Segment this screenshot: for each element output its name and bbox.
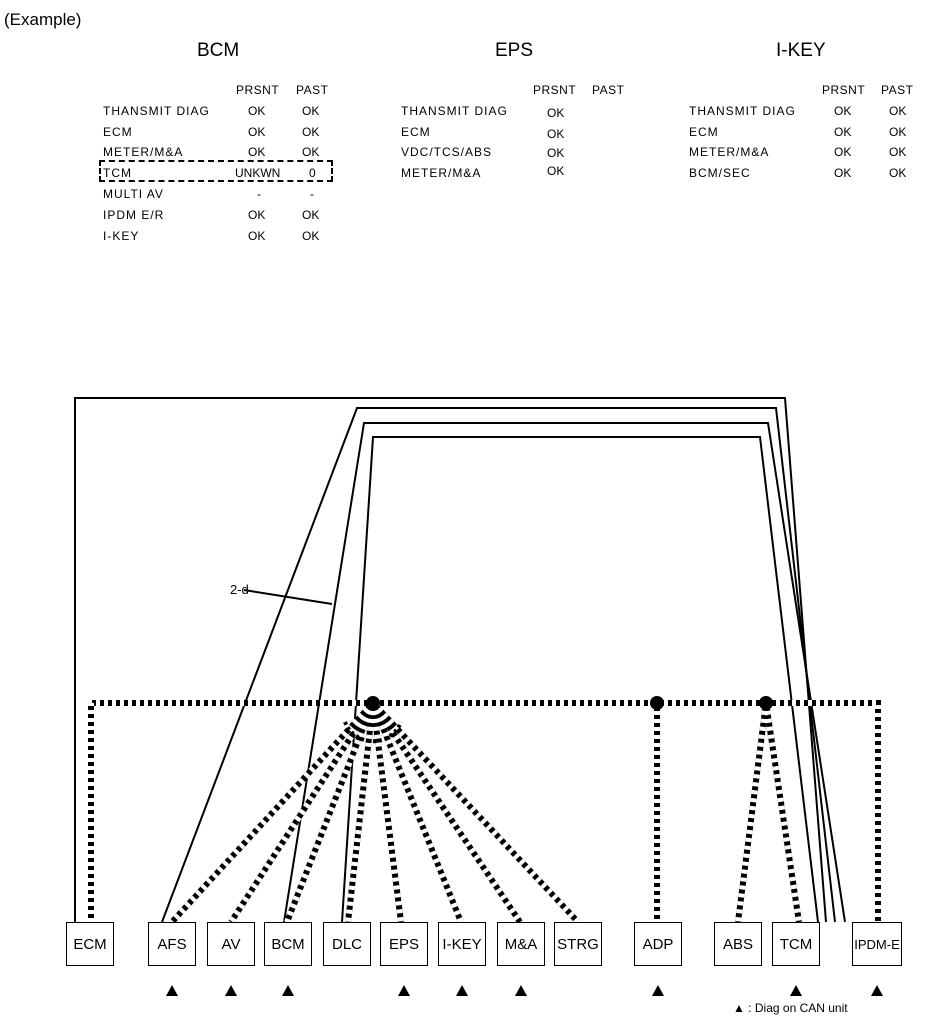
ikey-row-past: OK <box>889 166 907 180</box>
diag-on-can-marker-ma <box>515 985 527 996</box>
unit-ipdm-e: IPDM-E <box>852 922 902 966</box>
eps-row-label: VDC/TCS/ABS <box>401 145 493 159</box>
diag-on-can-marker-av <box>225 985 237 996</box>
ikey-row-past: OK <box>889 104 907 118</box>
eps-panel-title: EPS <box>495 40 534 61</box>
bcm-row-label: THANSMIT DIAG <box>103 104 210 118</box>
bcm-row-label: METER/M&A <box>103 145 184 159</box>
bcm-row-label: MULTI AV <box>103 187 164 201</box>
bcm-row-past: OK <box>302 208 320 222</box>
ikey-row-label: THANSMIT DIAG <box>689 104 796 118</box>
eps-row-present: OK <box>547 127 565 141</box>
eps-row-label: ECM <box>401 125 431 139</box>
bcm-row-past: - <box>310 187 314 201</box>
unit-strg: STRG <box>554 922 602 966</box>
unit-adp: ADP <box>634 922 682 966</box>
bcm-row-past: OK <box>302 229 320 243</box>
unit-bcm: BCM <box>264 922 312 966</box>
ikey-row-present: OK <box>834 125 852 139</box>
diag-on-can-marker-bcm <box>282 985 294 996</box>
ecm-wire <box>75 398 826 922</box>
solid-wires <box>75 398 845 922</box>
bcm-row-past: OK <box>302 145 320 159</box>
bcm-row-label: IPDM E/R <box>103 208 165 222</box>
ikey-past-header: PAST <box>881 83 914 97</box>
unit-eps: EPS <box>380 922 428 966</box>
bcm-row-label: TCM <box>103 166 132 180</box>
eps-row-present: OK <box>547 106 565 120</box>
ikey-row-present: OK <box>834 166 852 180</box>
diag-on-can-marker-adp <box>652 985 664 996</box>
can-lines <box>91 703 878 922</box>
adp-junction-dot <box>650 696 664 710</box>
diag-on-can-marker-tcm <box>790 985 802 996</box>
ikey-row-past: OK <box>889 125 907 139</box>
diag-on-can-legend: ▲ : Diag on CAN unit <box>733 1001 848 1015</box>
bcm-panel-title: BCM <box>197 40 240 61</box>
unit-afs: AFS <box>148 922 196 966</box>
unit-ikey: I-KEY <box>438 922 486 966</box>
can-branch-abs-tcm-dash <box>738 703 799 922</box>
diag-on-can-marker-eps <box>398 985 410 996</box>
bcm-row-present: - <box>257 187 261 201</box>
unit-ecm: ECM <box>66 922 114 966</box>
abs-tcm-junction-dot <box>759 696 773 710</box>
unit-dlc: DLC <box>323 922 371 966</box>
bcm-row-present: OK <box>248 229 266 243</box>
ikey-row-label: METER/M&A <box>689 145 770 159</box>
diag-on-can-marker-afs <box>166 985 178 996</box>
eps-past-header: PAST <box>592 83 625 97</box>
eps-row-label: METER/M&A <box>401 166 482 180</box>
diag-on-can-marker-ikey <box>456 985 468 996</box>
bcm-row-past: OK <box>302 104 320 118</box>
afs-wire <box>162 408 835 922</box>
ikey-row-label: ECM <box>689 125 719 139</box>
ikey-prsnt-header: PRSNT <box>822 83 866 97</box>
bcm-row-past: 0 <box>309 166 316 180</box>
ikey-row-present: OK <box>834 104 852 118</box>
bcm-row-present: OK <box>248 208 266 222</box>
ikey-row-label: BCM/SEC <box>689 166 751 180</box>
bcm-row-present: OK <box>248 145 266 159</box>
eps-row-present: OK <box>547 164 565 178</box>
bcm-prsnt-header: PRSNT <box>236 83 280 97</box>
unit-abs: ABS <box>714 922 762 966</box>
bcm-row-present: UNKWN <box>235 166 281 180</box>
eps-prsnt-header: PRSNT <box>533 83 577 97</box>
ikey-panel-title: I-KEY <box>776 40 826 61</box>
example-label: (Example) <box>4 10 82 29</box>
unit-tcm: TCM <box>772 922 820 966</box>
bcm-row-present: OK <box>248 125 266 139</box>
wire-2d-label: 2-d <box>230 582 249 597</box>
central-junction-dot <box>366 696 380 710</box>
unit-ma: M&A <box>497 922 545 966</box>
bcm-row-label: I-KEY <box>103 229 140 243</box>
diag-on-can-marker-ipdm-e <box>871 985 883 996</box>
bcm-row-label: ECM <box>103 125 133 139</box>
bcm-row-present: OK <box>248 104 266 118</box>
bcm-past-header: PAST <box>296 83 329 97</box>
ikey-row-present: OK <box>834 145 852 159</box>
eps-row-present: OK <box>547 146 565 160</box>
ikey-row-past: OK <box>889 145 907 159</box>
bcm-row-past: OK <box>302 125 320 139</box>
unit-av: AV <box>207 922 255 966</box>
eps-row-label: THANSMIT DIAG <box>401 104 508 118</box>
